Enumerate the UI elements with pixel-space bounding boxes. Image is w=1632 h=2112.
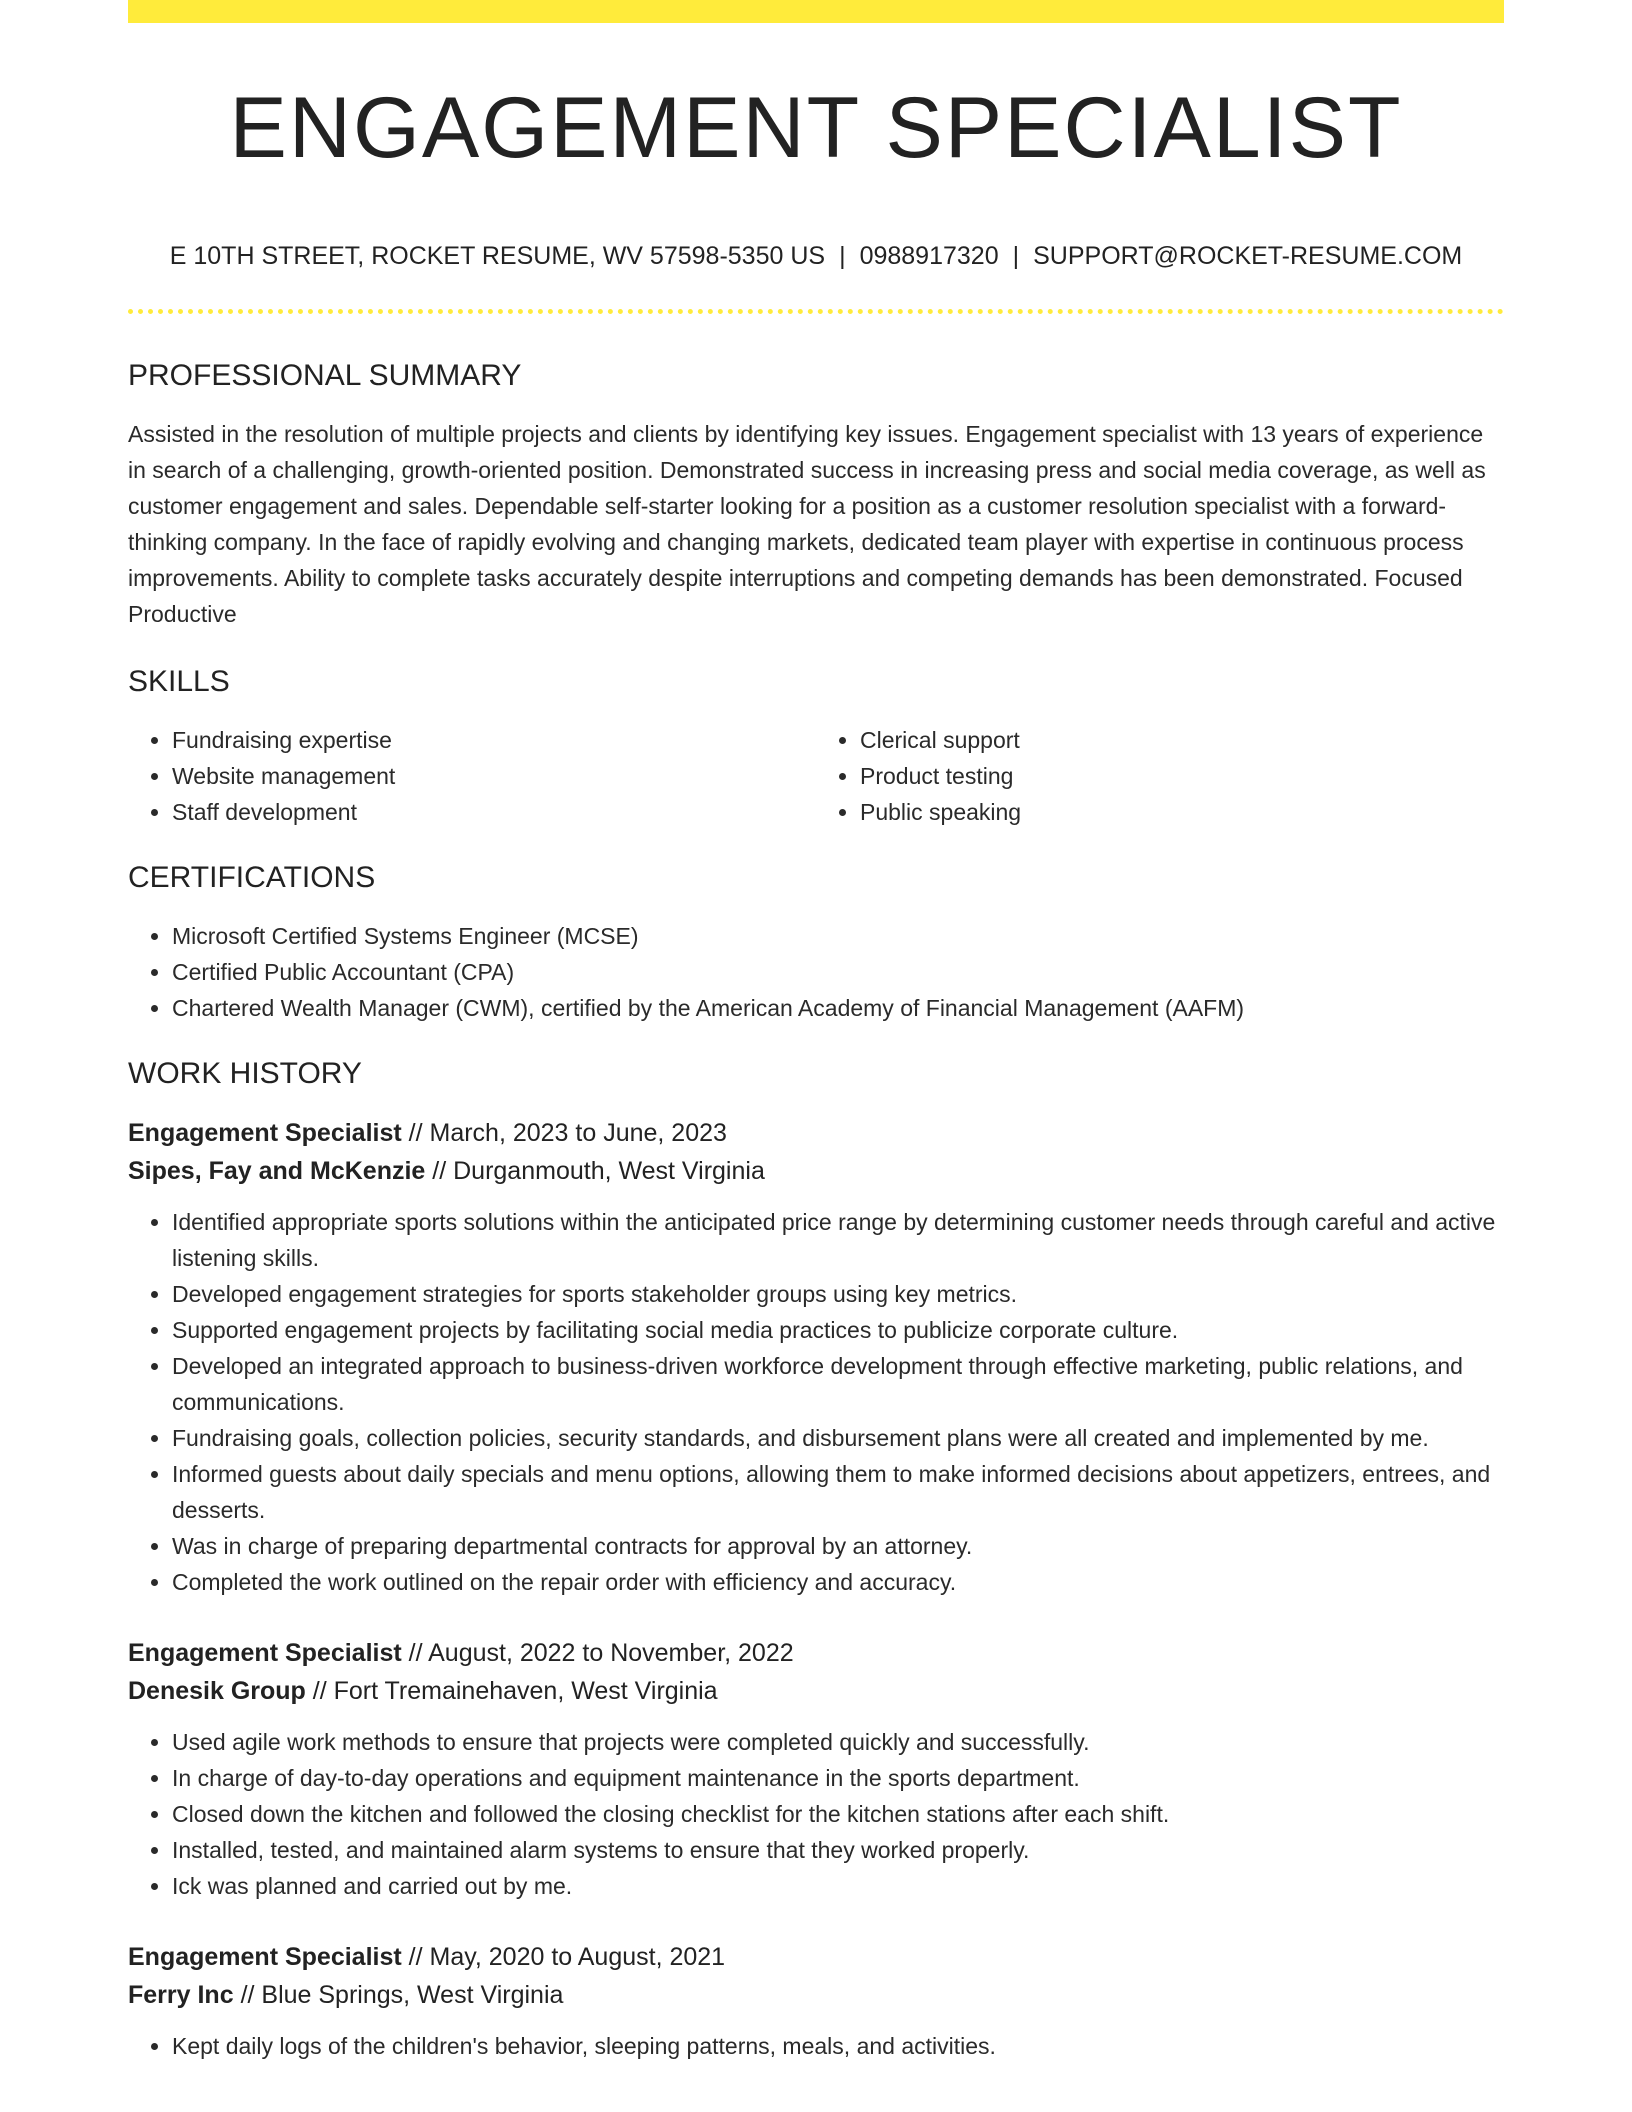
job-dates: // March, 2023 to June, 2023 — [408, 1119, 727, 1147]
job-bullet: • Used agile work methods to ensure that projects were completed quickly and successfully. — [172, 1724, 1504, 1760]
job-location: // Durganmouth, West Virginia — [432, 1157, 765, 1185]
contact-separator: | — [839, 242, 846, 270]
certification-item: • Chartered Wealth Manager (CWM), certified by the American Academy of Financial Management (AAFM) — [172, 990, 1504, 1026]
job-role-line — [128, 1634, 1504, 1672]
skills-list-left — [128, 722, 816, 830]
resume-name: ENGAGEMENT SPECIALIST — [229, 80, 1403, 176]
job-location: // Fort Tremainehaven, West Virginia — [312, 1677, 718, 1705]
job-bullet: • Fundraising goals, collection policies, security standards, and disbursement plans were all created and implemented by me. — [172, 1420, 1504, 1456]
job-bullet: • Installed, tested, and maintained alarm systems to ensure that they worked properly. — [172, 1832, 1504, 1868]
contact-email: SUPPORT@ROCKET-RESUME.COM — [1033, 242, 1463, 270]
job-entry — [128, 1938, 1504, 2064]
skills-list-right — [816, 722, 1504, 830]
skill-item: • Product testing — [860, 758, 1504, 794]
contact-phone: 0988917320 — [859, 242, 999, 270]
section-title-certifications: CERTIFICATIONS — [128, 861, 376, 894]
job-bullet: • Closed down the kitchen and followed the closing checklist for the kitchen stations after each shift. — [172, 1796, 1504, 1832]
job-bullets — [128, 1204, 1504, 1600]
contact-address: E 10TH STREET, ROCKET RESUME, WV 57598-5350 US — [169, 242, 826, 270]
job-bullet: • Ick was planned and carried out by me. — [172, 1868, 1504, 1904]
job-company: Sipes, Fay and McKenzie — [128, 1157, 426, 1185]
skills-grid — [128, 722, 1504, 830]
job-role: Engagement Specialist — [128, 1639, 402, 1667]
certifications-list — [128, 918, 1504, 1026]
job-dates: // August, 2022 to November, 2022 — [408, 1639, 794, 1667]
job-company-line — [128, 1152, 1504, 1190]
job-dates: // May, 2020 to August, 2021 — [408, 1943, 726, 1971]
skill-item: • Clerical support — [860, 722, 1504, 758]
job-bullet: • Developed engagement strategies for sports stakeholder groups using key metrics. — [172, 1276, 1504, 1312]
skill-item: • Website management — [172, 758, 816, 794]
job-bullet: • Kept daily logs of the children's behavior, sleeping patterns, meals, and activities. — [172, 2028, 1504, 2064]
job-bullets — [128, 2028, 1504, 2064]
summary-text: Assisted in the resolution of multiple projects and clients by identifying key issues. Engagement specialist with 13 years of experience in search of a challenging, growth-oriented position. Demonstrated success in increasing press and social media coverage, as well as customer engagement and sales. Dependable self-starter looking for a position as a customer resolution specialist with a forward-thinking company. In the face of rapidly evolving and changing markets, dedicated team player with expertise in continuous process improvements. Ability to complete tasks accurately despite interruptions and competing demands has been demonstrated. Focused Productive — [128, 421, 1486, 627]
dotted-divider — [128, 309, 1504, 314]
job-role: Engagement Specialist — [128, 1119, 402, 1147]
job-bullet: • In charge of day-to-day operations and equipment maintenance in the sports department. — [172, 1760, 1504, 1796]
top-accent-bar — [128, 0, 1504, 23]
job-bullet: • Supported engagement projects by facilitating social media practices to publicize corporate culture. — [172, 1312, 1504, 1348]
job-company: Ferry Inc — [128, 1981, 234, 2009]
job-entry — [128, 1634, 1504, 1904]
job-bullet: • Completed the work outlined on the repair order with efficiency and accuracy. — [172, 1564, 1504, 1600]
job-company-line — [128, 1976, 1504, 2014]
skill-item: • Fundraising expertise — [172, 722, 816, 758]
resume-page — [128, 0, 1504, 2064]
section-title-summary: PROFESSIONAL SUMMARY — [128, 359, 522, 392]
job-role-line — [128, 1114, 1504, 1152]
job-bullet: • Developed an integrated approach to business-driven workforce development through effective marketing, public relations, and communications. — [172, 1348, 1504, 1420]
job-entry — [128, 1114, 1504, 1600]
job-role: Engagement Specialist — [128, 1943, 402, 1971]
job-bullet: • Was in charge of preparing departmental contracts for approval by an attorney. — [172, 1528, 1504, 1564]
job-company-line — [128, 1672, 1504, 1710]
skill-item: • Staff development — [172, 794, 816, 830]
job-company: Denesik Group — [128, 1677, 306, 1705]
job-bullet: • Informed guests about daily specials and menu options, allowing them to make informed decisions about appetizers, entrees, and desserts. — [172, 1456, 1504, 1528]
job-role-line — [128, 1938, 1504, 1976]
section-title-work-history: WORK HISTORY — [128, 1057, 362, 1090]
job-bullet: • Identified appropriate sports solutions within the anticipated price range by determining customer needs through careful and active listening skills. — [172, 1204, 1504, 1276]
job-location: // Blue Springs, West Virginia — [240, 1981, 564, 2009]
contact-line — [128, 241, 1504, 271]
section-title-skills: SKILLS — [128, 665, 230, 698]
contact-separator: | — [1012, 242, 1020, 270]
certification-item: • Certified Public Accountant (CPA) — [172, 954, 1504, 990]
certification-item: • Microsoft Certified Systems Engineer (MCSE) — [172, 918, 1504, 954]
skill-item: • Public speaking — [860, 794, 1504, 830]
job-bullets — [128, 1724, 1504, 1904]
